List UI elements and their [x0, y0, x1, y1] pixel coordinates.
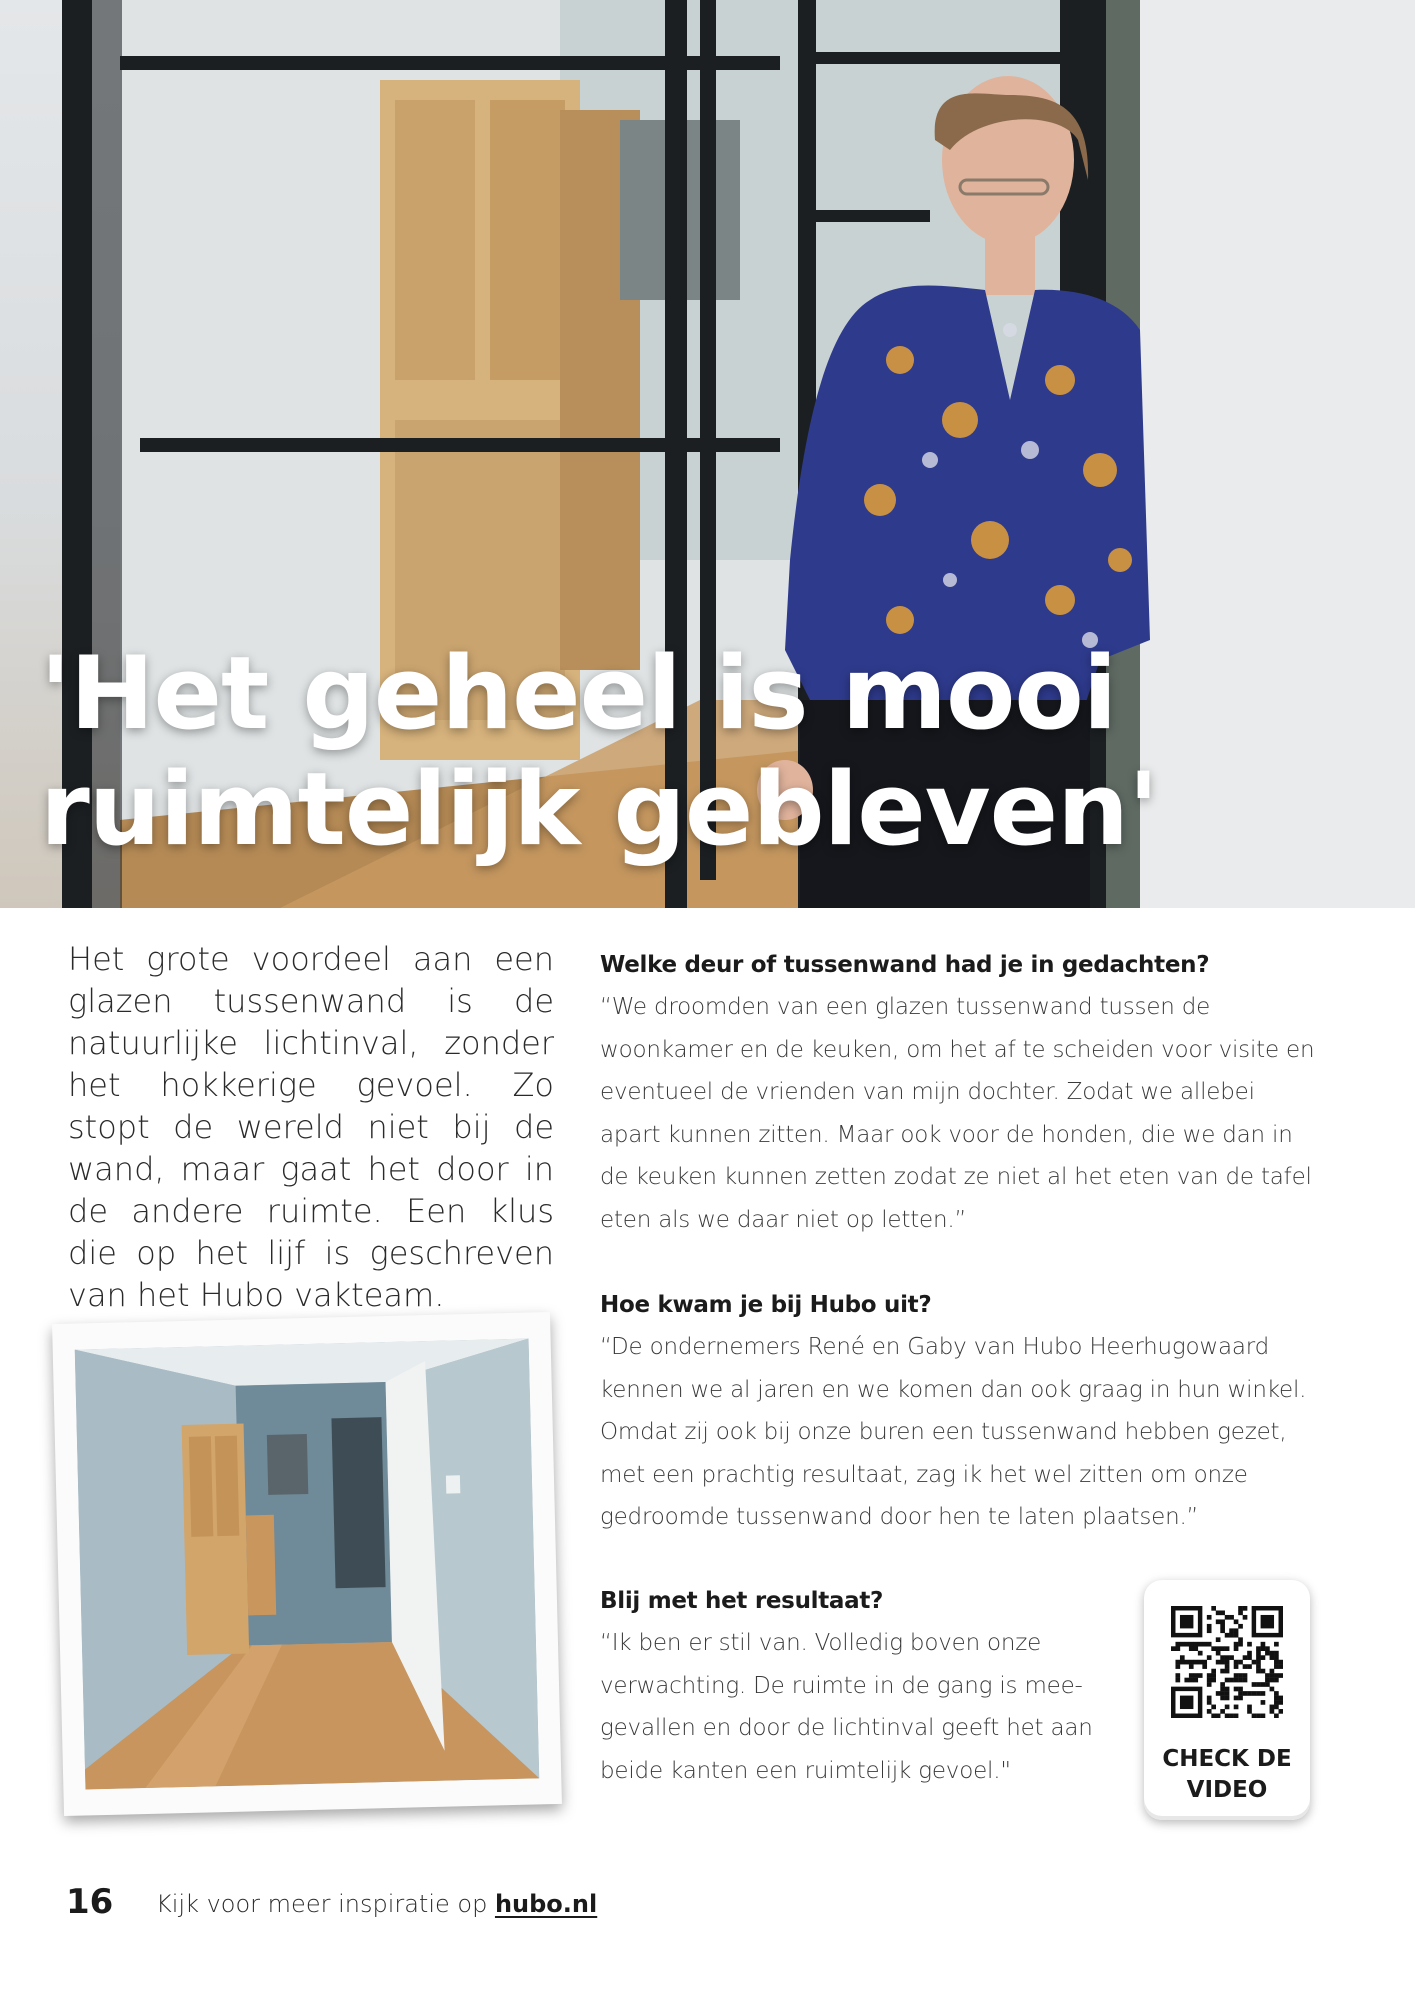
- answer-2: “De ondernemers René en Gaby van Hubo Heerhugowaard kennen we al jaren en we komen dan ook graag in hun winkel. Omdat zij ook bij onze buren een tussenwand hebben gezet, met een prachtig resultaat, zag ik het wel zitten om onze gedroomde tussenwand door hen te laten plaatsen.”: [600, 1334, 1307, 1530]
- interview-block-2: [600, 1284, 1320, 1539]
- answer-1: “We droomden van een glazen tussenwand tussen de woonkamer en de keuken, om het af te scheiden voor visite en eventueel de vrienden van mijn dochter. Zodat we allebei apart kunnen zitten. Maar ook voor de honden, die we dan in de keuken kunnen zetten zodat ze niet al het eten van de tafel eten als we daar niet op letten.”: [600, 994, 1315, 1233]
- question-2: Hoe kwam je bij Hubo uit?: [600, 1292, 932, 1318]
- headline: [40, 635, 1158, 867]
- page-number: 16: [66, 1882, 114, 1922]
- qr-video-card[interactable]: [1144, 1580, 1310, 1820]
- hallway-photo-frame: [52, 1312, 562, 1816]
- question-1: Welke deur of tussenwand had je in gedachten?: [600, 952, 1210, 978]
- question-3: Blij met het resultaat?: [600, 1588, 884, 1614]
- headline-line-2: ruimtelijk gebleven': [40, 750, 1158, 868]
- footer-inspiration: [156, 1890, 597, 1918]
- qr-label: [1144, 1744, 1310, 1806]
- footer-link-hubo[interactable]: hubo.nl: [494, 1890, 598, 1918]
- hallway-photo: [75, 1339, 540, 1790]
- headline-line-1: 'Het geheel is mooi: [40, 634, 1117, 752]
- intro-text: Het grote voordeel aan een glazen tussenwand is de natuurlijke lichtinval, zonder het hokkerige gevoel. Zo stopt de wereld niet bij de wand, maar gaat het door in de andere ruimte. Een klus die op het lijf is geschreven van het Hubo vakteam.: [68, 940, 554, 1314]
- qr-label-line-2: VIDEO: [1186, 1777, 1268, 1803]
- answer-3: “Ik ben er stil van. Volledig boven onze verwachting. De ruimte in de gang is mee-gevallen en door de lichtinval geeft het aan beide kanten een ruimtelijk gevoel.": [600, 1630, 1093, 1784]
- interview-block-1: [600, 944, 1320, 1241]
- qr-code-icon[interactable]: [1171, 1606, 1283, 1718]
- interview-block-3: [600, 1580, 1140, 1792]
- qr-label-line-1: CHECK DE: [1162, 1746, 1292, 1772]
- hero-photo: [0, 0, 1415, 908]
- footer-text: Kijk voor meer inspiratie op: [156, 1890, 495, 1918]
